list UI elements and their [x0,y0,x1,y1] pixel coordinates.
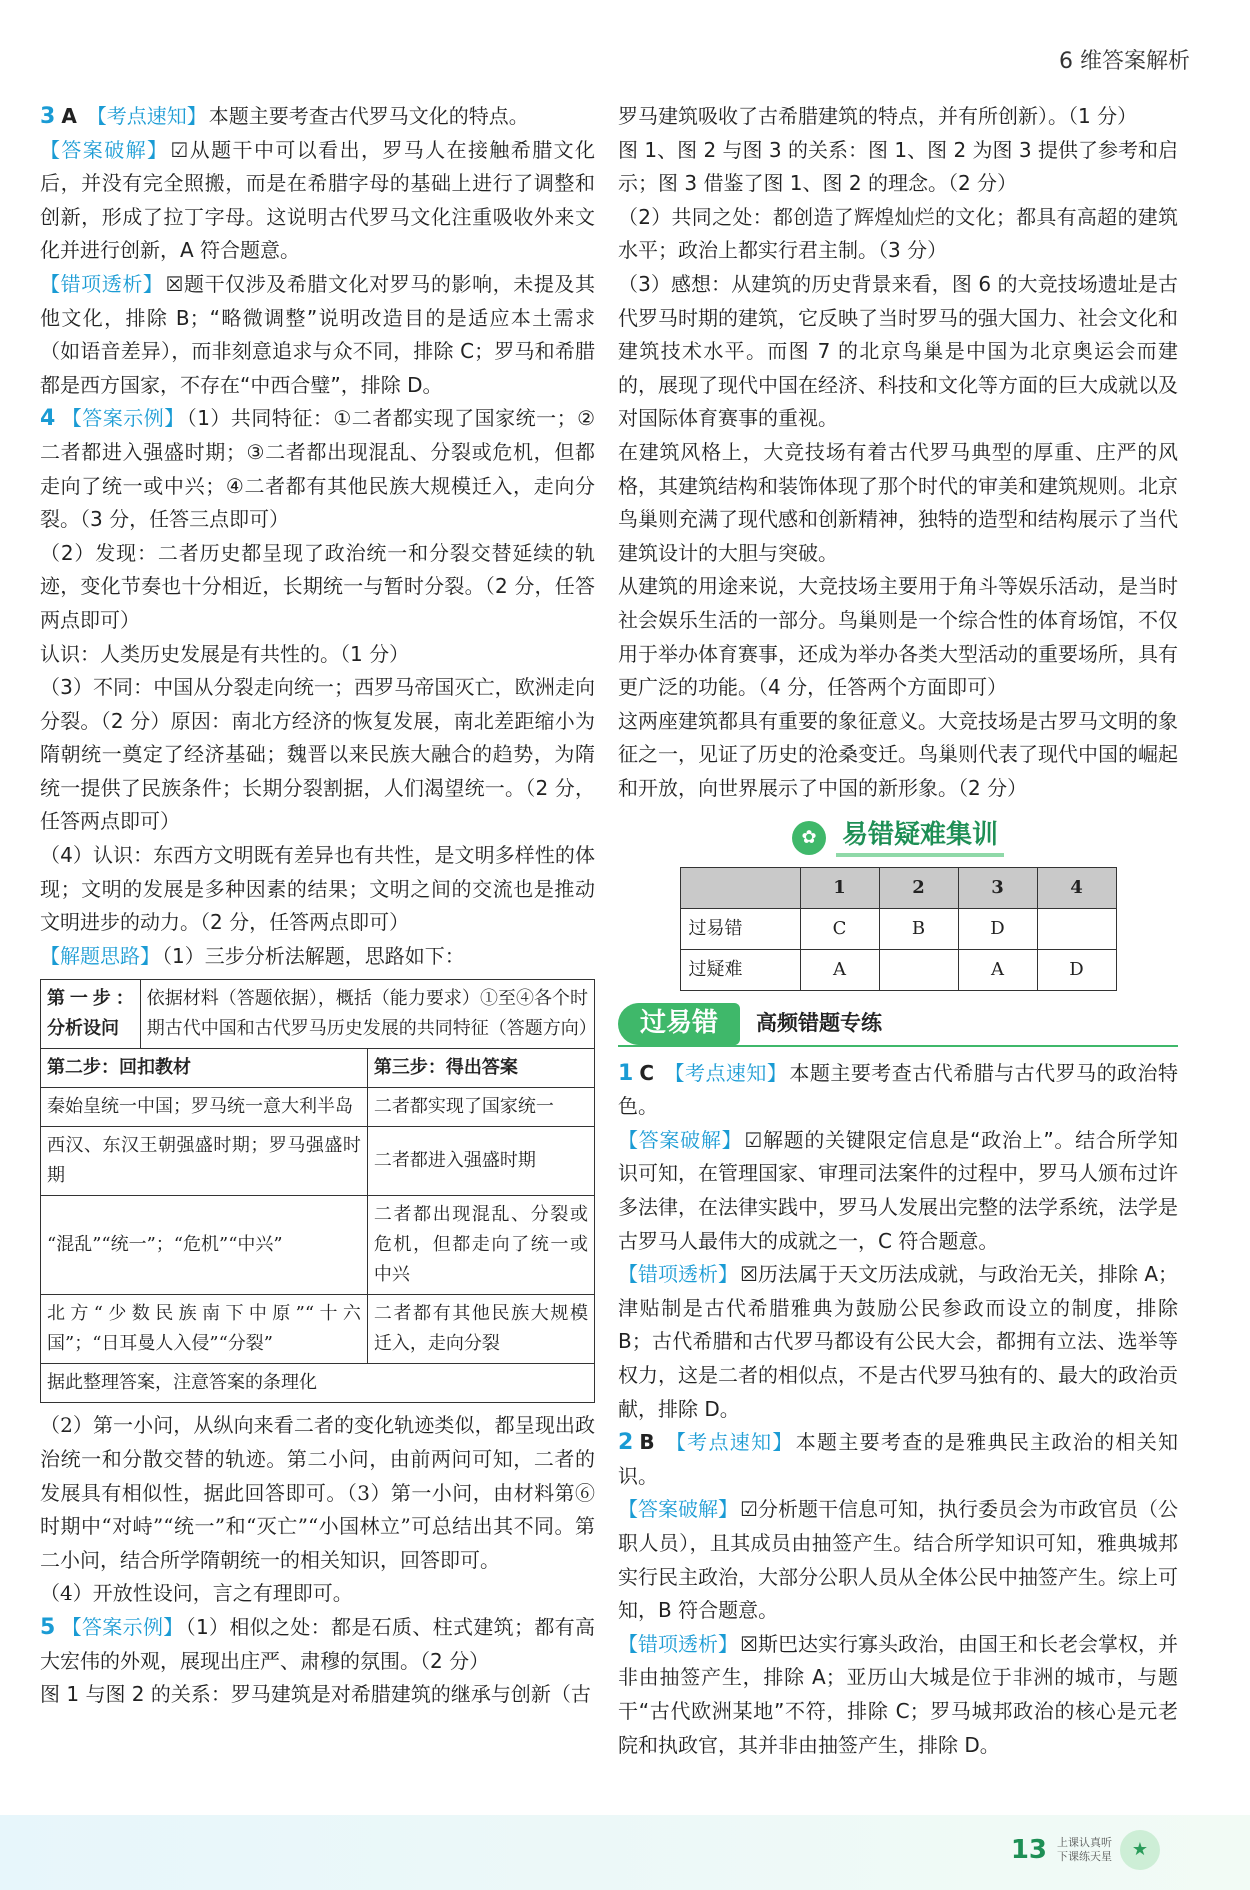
hint-para2: （4）开放性设问，言之有理即可。 [40,1581,353,1606]
grid-cell: 3 [958,868,1037,909]
q2-text3: ☒斯巴达实行寡头政治，由国王和长老会掌权，并非由抽签产生，排除 A；亚历山大城是位于非洲的城市，与题干“古代欧洲某地”不符，排除 C；罗马城邦政治的核心是元老院和执政官，其并非由抽签产生，排除 D。 [618,1631,1178,1757]
step1-head: 第一步：分析设问 [41,980,141,1049]
q4-text1: （1）共同特征：①二者都实现了国家统一；②二者都进入强盛时期；③二者都出现混乱、分裂或危机，但都走向了统一或中兴；④二者都有其他民族大规模迁入，走向分裂。（3 分，任答三点即可） [40,406,596,532]
table-cell: 二者都出现混乱、分裂或危机，但都走向了统一或中兴 [367,1196,594,1295]
answer-letter: A [61,104,77,128]
table-cell: 秦始皇统一中国；罗马统一意大利半岛 [41,1088,368,1127]
grid-cell: A [800,950,879,991]
question-number: 5 [40,1615,56,1640]
question-number: 2 [618,1430,634,1456]
tag-label: 【错项透析】 [618,1631,739,1656]
tag-label: 【答案破解】 [618,1127,743,1152]
q3-line1 [40,100,595,134]
table-row [41,1295,595,1364]
q4-hint [40,940,595,974]
answer-grid [680,867,1117,991]
question-number: 1 [618,1060,634,1086]
q1-line1 [618,1057,1178,1124]
grid-cell: C [800,909,879,950]
table-footer: 据此整理答案，注意答案的条理化 [41,1364,595,1403]
q2-text2: ☑分析题干信息可知，执行委员会为市政官员（公职人员），且其成员由抽签产生。结合所学知识可知，雅典城邦实行民主政治，大部分公职人员从全体公民中抽签产生。综上可知，B 符合题意。 [618,1497,1178,1623]
grid-cell: D [958,909,1037,950]
grid-cell [879,950,958,991]
tag-label: 【考点速知】 [664,1430,794,1455]
step2-head: 第二步：回扣教材 [41,1049,368,1088]
q5-cont-7: 这两座建筑都具有重要的象征意义。大竞技场是古罗马文明的象征之一，见证了历史的沧桑变迁。鸟巢则代表了现代中国的崛起和开放，向世界展示了中国的新形象。（2 分） [618,708,1178,800]
q5-text1: （1）相似之处：都是石质、柱式建筑；都有高大宏伟的外观，展现出庄严、肃穆的氛围。（2 分） [40,1615,595,1673]
q1-text3: ☒历法属于天文历法成就，与政治无关，排除 A；津贴制是古代希腊雅典为鼓励公民参政而设立的制度，排除 B；古代希腊和古代罗马都设有公民大会，都拥有立法、选举等权力，这是二者的相似点，不是古代罗马独有的、最大的政治贡献，排除 D。 [618,1262,1179,1421]
q4-para1 [40,402,595,536]
tag-label: 【答案示例】 [61,1615,184,1639]
running-header: 6 维答案解析 [1059,49,1190,74]
grid-cell [1037,909,1116,950]
q4-hint-text: （1）三步分析法解题，思路如下： [162,943,465,968]
table-cell: 西汉、东汉王朝强盛时期；罗马强盛时期 [41,1127,368,1196]
q1-text2: ☑解题的关键限定信息是“政治上”。结合所学知识可知，在管理国家、审理司法案件的过程中，罗马人颁布过许多法律，在法律实践中，罗马人发展出完整的法学系统，法学是古罗马人最伟大的成就之一，C 符合题意。 [618,1127,1179,1253]
page-number: 13 [1010,1835,1047,1865]
grid-cell: 1 [800,868,879,909]
q4-para5: （4）认识：东西方文明既有差异也有共性，是文明多样性的体现；文明的发展是多种因素的结果；文明之间的交流也是推动文明进步的动力。（2 分，任答两点即可） [40,843,595,935]
tag-label: 【答案破解】 [40,137,169,162]
q1-para2 [618,1124,1178,1258]
section-title [618,819,1178,857]
question-number: 3 [40,104,56,129]
table-cell: 北方“少数民族南下中原”“十六国”；“日耳曼人入侵”“分裂” [41,1295,368,1364]
slogan-line1: 上课认真听 [1057,1836,1112,1849]
q5-para1 [40,1611,595,1678]
table-cell: “混乱”“统一”；“危机”“中兴” [41,1196,368,1295]
q3-text3: ☒题干仅涉及希腊文化对罗马的影响，未提及其他文化，排除 B；“略微调整”说明改造目的是适应本土需求（如语音差异），而非刻意追求与众不同，排除 C；罗马和希腊都是西方国家，不存在“中西合璧”，排除 D。 [40,271,596,397]
step3-head: 第三步：得出答案 [367,1049,594,1088]
q4-para4: （3）不同：中国从分裂走向统一；西罗马帝国灭亡，欧洲走向分裂。（2 分）原因：南北方经济的恢复发展，南北差距缩小为隋朝统一奠定了经济基础；魏晋以来民族大融合的趋势，为隋统一提供了民族条件；长期分裂割据，人们渴望统一。（2 分，任答两点即可） [40,675,595,834]
answer-letter: C [639,1060,654,1085]
star-badge-icon: ✿ [792,821,826,855]
tag-label: 【错项透析】 [618,1262,739,1287]
grid-cell: A [958,950,1037,991]
question-number: 4 [40,406,56,432]
q1-text1: 本题主要考查古代希腊与古代罗马的政治特色。 [618,1060,1179,1119]
tag-label: 【答案破解】 [618,1497,739,1522]
grid-cell: B [879,909,958,950]
q5-cont-5: 在建筑风格上，大竞技场有着古代罗马典型的厚重、庄严的风格，其建筑结构和装饰体现了那个时代的审美和建筑规则。北京鸟巢则充满了现代感和创新精神，独特的造型和结构展示了当代建筑设计的大胆与突破。 [618,439,1178,565]
grid-row [680,909,1116,950]
q5-cont-1: 罗马建筑吸收了古希腊建筑的特点，并有所创新）。（1 分） [618,104,1138,128]
grid-cell [680,868,800,909]
mascot-icon: ★ [1120,1830,1160,1870]
grid-cell: D [1037,950,1116,991]
q2-text1: 本题主要考查的是雅典民主政治的相关知识。 [618,1430,1179,1488]
grid-cell: 2 [879,868,958,909]
q3-para2 [40,134,595,268]
q4-para2: （2）发现：二者历史都呈现了政治统一和分裂交替延续的轨迹，变化节奏也十分相近，长期统一与暂时分裂。（2 分，任答两点即可） [40,540,595,632]
answer-letter: B [639,1430,655,1455]
hint-para1: （2）第一小问，从纵向来看二者的变化轨迹类似，都呈现出政治统一和分散交替的轨迹。第二小问，由前两问可知，二者的发展具有相似性，据此回答即可。（3）第一小问，由材料第⑥时期中“对峙”“统一”和“灭亡”“小国林立”可总结出其不同。第二小问，结合所学隋朝统一的相关知识，回答即可。 [40,1413,595,1572]
practice-bar [618,1003,1178,1047]
q3-para3 [40,268,595,402]
q2-para2 [618,1493,1178,1627]
q2-line1 [618,1426,1178,1493]
q5-cont-3: （2）共同之处：都创造了辉煌灿烂的文化；都具有高超的建筑水平；政治上都实行君主制。（3 分） [618,204,1178,263]
analysis-table [40,979,595,1403]
table-cell: 二者都实现了国家统一 [367,1088,594,1127]
q2-para3 [618,1628,1178,1762]
table-row [41,1088,595,1127]
table-row [41,1127,595,1196]
tag-label: 【考点速知】 [86,104,207,128]
q5-cont-2: 图 1、图 2 与图 3 的关系：图 1、图 2 为图 3 提供了参考和启示；图 3 借鉴了图 1、图 2 的理念。（2 分） [618,137,1178,196]
grid-row-label: 过易错 [680,909,800,950]
tag-label: 【考点速知】 [664,1060,788,1085]
table-row [41,1196,595,1295]
practice-subtitle: 高频错题专练 [756,1011,883,1036]
grid-row [680,950,1116,991]
tag-label: 【答案示例】 [61,406,185,431]
right-column [618,100,1178,1762]
step1-body: 依据材料（答题依据），概括（能力要求）①至④各个时期古代中国和古代罗马历史发展的共同特征（答题方向） [140,980,594,1049]
q1-para3 [618,1258,1178,1426]
page-footer [1011,1830,1160,1870]
footer-slogan [1057,1836,1112,1864]
grid-cell: 4 [1037,868,1116,909]
q5-para2: 图 1 与图 2 的关系：罗马建筑是对希腊建筑的继承与创新（古 [40,1682,591,1707]
q5-cont-4: （3）感想：从建筑的历史背景来看，图 6 的大竞技场遗址是古代罗马时期的建筑，它反映了当时罗马的强大国力、社会文化和建筑技术水平。而图 7 的北京鸟巢是中国为北京奥运会而建的，展现了现代中国在经济、科技和文化等方面的巨大成就以及对国际体育赛事的重视。 [618,271,1178,431]
left-column [40,100,595,1712]
grid-row-label: 过疑难 [680,950,800,991]
q3-text1: 本题主要考查古代罗马文化的特点。 [208,104,529,128]
q4-para3: 认识：人类历史发展是有共性的。（1 分） [40,641,410,666]
q5-cont-6: 从建筑的用途来说，大竞技场主要用于角斗等娱乐活动，是当时社会娱乐生活的一部分。鸟巢则是一个综合性的体育场馆，不仅用于举办体育赛事，还成为举办各类大型活动的重要场所，具有更广泛的功能。（4 分，任答两个方面即可） [618,574,1178,700]
table-cell: 二者都进入强盛时期 [367,1127,594,1196]
practice-pill: 过易错 [618,1003,740,1045]
q3-text2: ☑从题干中可以看出，罗马人在接触希腊文化后，并没有完全照搬，而是在希腊字母的基础上进行了调整和创新，形成了拉丁字母。这说明古代罗马文化注重吸收外来文化并进行创新，A 符合题意。 [40,137,595,263]
grid-header-row [680,868,1116,909]
slogan-line2: 下课练天星 [1057,1850,1112,1863]
table-cell: 二者都有其他民族大规模迁入，走向分裂 [367,1295,594,1364]
section-title-text: 易错疑难集训 [836,819,1004,857]
tag-label: 【错项透析】 [40,271,164,296]
tag-label: 【解题思路】 [40,943,160,968]
